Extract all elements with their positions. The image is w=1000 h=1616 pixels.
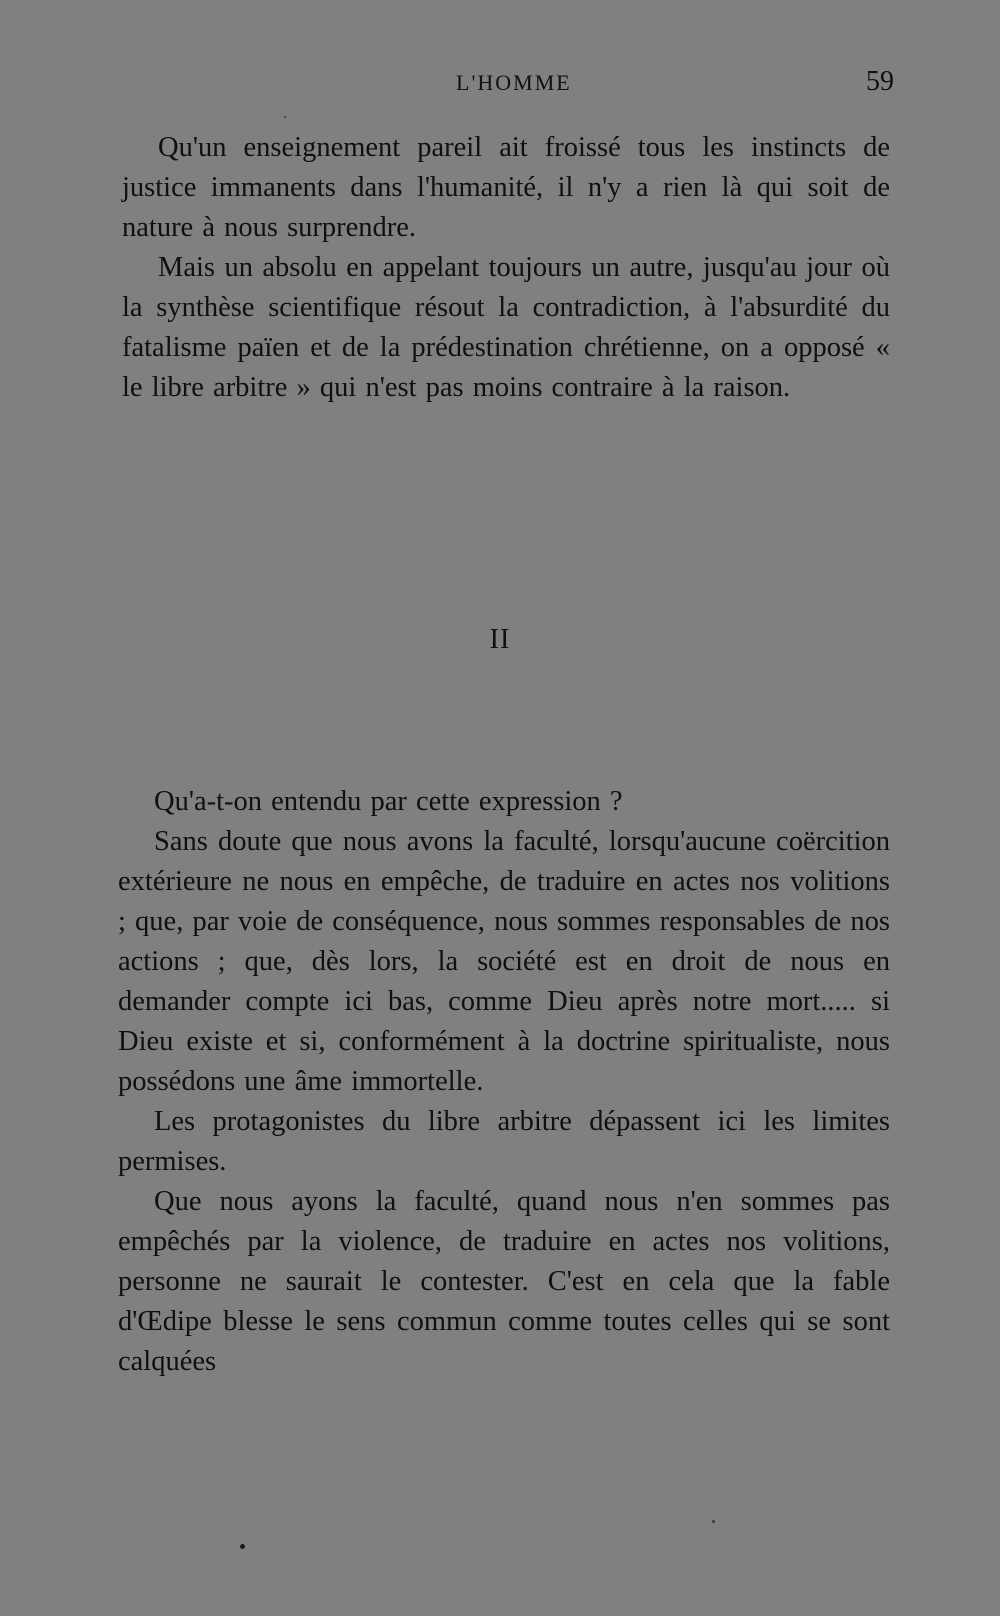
paragraph: Que nous ayons la faculté, quand nous n'en sommes pas empêchés par la violence, de traduire en actes nos volitions, personne ne saurait le contester. C'est en cela que la fable d'Œdipe blesse le sens commun comme toutes celles qui se sont calquées [118,1186,890,1377]
paragraph: Qu'un enseignement pareil ait froissé tous les instincts de justice immanents dans l'humanité, il n'y a rien là qui soit de nature à nous surprendre. [122,132,890,243]
paragraph: Les protagonistes du libre arbitre dépassent ici les limites permises. [118,1106,890,1177]
paragraph: Sans doute que nous avons la faculté, lorsqu'aucune coërcition extérieure ne nous en empêche, de traduire en actes nos volitions ; que, par voie de conséquence, nous sommes responsables de nos actions ; que, dès lors, la société est en droit de nous en demander compte ici bas, comme Dieu après notre mort..... si Dieu existe et si, conformément à la doctrine spiritualiste, nous possédons une âme immortelle. [118,826,890,1097]
text-block-2 [118,782,890,1382]
text-block-1 [122,128,890,408]
ink-speck [284,116,286,118]
ink-speck [712,1520,715,1523]
page-number: 59 [866,66,894,97]
paragraph: Qu'a-t-on entendu par cette expression ? [154,786,623,817]
running-head [120,66,894,106]
section-number: II [489,624,511,655]
ink-speck [240,1544,245,1549]
running-title: L'HOMME [456,70,572,95]
paragraph: Mais un absolu en appelant toujours un autre, jusqu'au jour où la synthèse scientifique résout la contradiction, à l'absurdité du fatalisme païen et de la prédestination chrétienne, on a opposé « le libre arbitre » qui n'est pas moins contraire à la raison. [122,252,890,403]
